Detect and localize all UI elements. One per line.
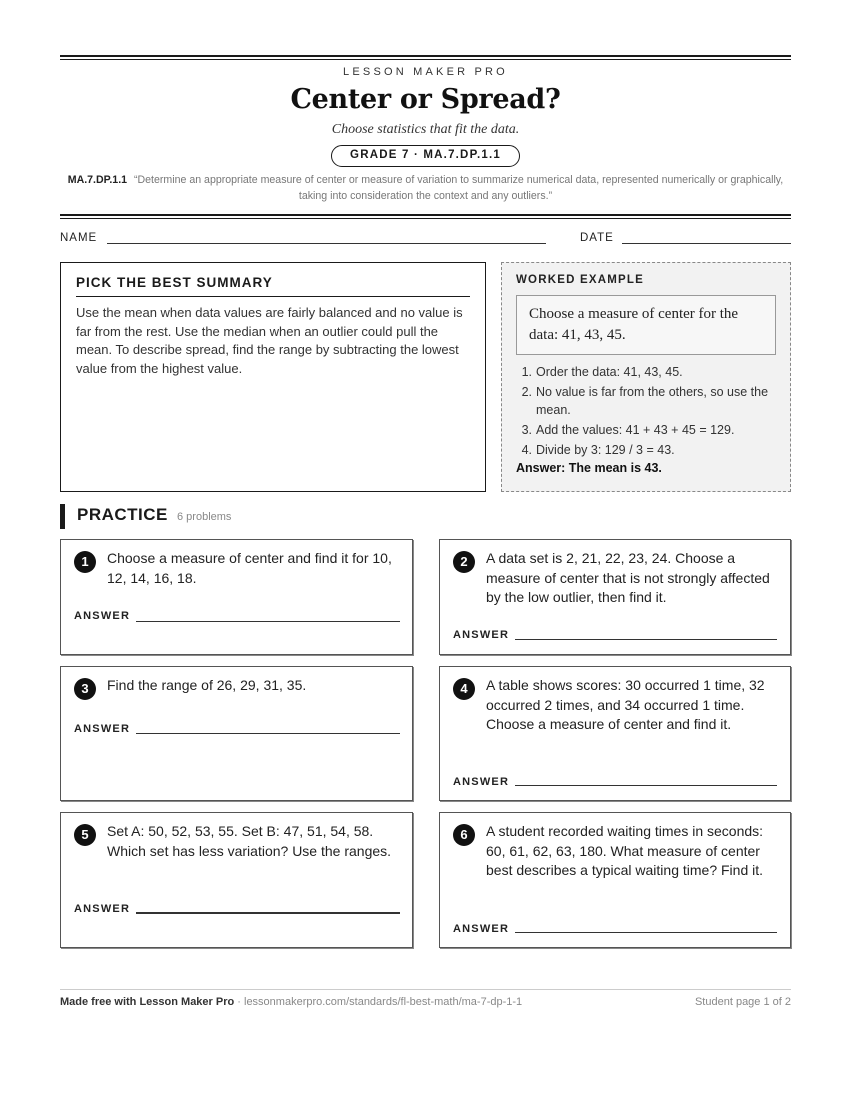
summary-title: PICK THE BEST SUMMARY [76,275,470,297]
answer-field[interactable] [136,733,400,734]
page-title: Center or Spread? [290,84,561,115]
name-field[interactable] [107,243,546,244]
problem-text: Set A: 50, 52, 53, 55. Set B: 47, 51, 54, 58. Which set has less variation? Use the ranges. [107,823,392,859]
worked-example-steps [516,363,776,459]
problem-number-badge: 5 [74,824,96,846]
problem-card-2 [439,539,791,655]
answer-field[interactable] [515,932,777,933]
worked-example-question: Choose a measure of center for the data: 41, 43, 45. [516,295,776,355]
footer-url[interactable]: · lessonmakerpro.com/standards/fl-best-math/ma-7-dp-1-1 [234,996,523,1008]
answer-label: ANSWER [74,903,131,915]
practice-accent-bar [60,504,65,529]
worked-example-title: WORKED EXAMPLE [516,274,644,286]
step-number: 4. [521,443,532,457]
summary-box [60,262,486,492]
answer-field[interactable] [136,621,400,622]
step-number: 3. [521,423,532,437]
worked-example-step [516,441,776,459]
footer-page-number: Student page 1 of 2 [694,996,791,1008]
problem-card-3 [60,666,413,801]
problem-card-5 [60,812,413,948]
step-number: 2. [521,385,532,399]
answer-label: ANSWER [74,723,131,735]
problem-number-badge: 4 [453,678,475,700]
answer-label: ANSWER [453,923,510,935]
answer-label: ANSWER [453,776,510,788]
summary-text: Use the mean when data values are fairly balanced and no value is far from the rest. Use the median when an outlier could pull the mean. To describe spread, find the range by subtracting the lowest value from the highest value. [76,305,463,376]
worked-example-answer: Answer: The mean is 43. [516,461,662,475]
standard-code: MA.7.DP.1.1 [67,174,128,186]
problem-number-badge: 6 [453,824,475,846]
date-label: DATE [580,232,614,244]
answer-label: ANSWER [74,610,131,622]
page-subtitle: Choose statistics that fit the data. [331,122,520,137]
problem-card-4 [439,666,791,801]
problem-text: Choose a measure of center and find it for 10, 12, 14, 16, 18. [107,550,392,586]
problem-text: A table shows scores: 30 occurred 1 time, 32 occurred 2 times, and 34 occurred 1 time. Choose a measure of center and find it. [486,677,765,732]
problem-text: Find the range of 26, 29, 31, 35. [107,677,307,693]
answer-field[interactable] [515,785,777,786]
practice-count: 6 problems [177,511,232,523]
brand-name: LESSON MAKER PRO [343,66,508,78]
date-field[interactable] [622,243,791,244]
worked-example-step [516,421,776,439]
problem-text: A data set is 2, 21, 22, 23, 24. Choose a measure of center that is not strongly affected by the low outlier, then find it. [486,550,770,605]
worksheet-page [60,0,791,1100]
standard-description [60,172,791,204]
footer-made-with: Made free with Lesson Maker Pro [60,996,235,1008]
worked-example-box [501,262,791,492]
answer-field[interactable] [515,639,777,640]
standard-text: “Determine an appropriate measure of center or measure of variation to summarize numerical data, represented numerically or graphically, taking into consideration the context and any outliers.” [133,174,784,202]
worked-example-step [516,363,776,381]
answer-field[interactable] [136,912,400,914]
problem-card-6 [439,812,791,948]
worked-example-step [516,383,776,419]
problem-card-1 [60,539,413,655]
step-text: Order the data: 41, 43, 45. [536,365,683,379]
answer-label: ANSWER [453,629,510,641]
practice-heading: PRACTICE [77,505,168,524]
problem-number-badge: 3 [74,678,96,700]
step-text: Add the values: 41 + 43 + 45 = 129. [536,423,735,437]
footer-credit [60,996,522,1008]
header-double-rule [60,214,791,219]
grade-badge: GRADE 7 · MA.7.DP.1.1 [331,145,520,167]
problem-text: A student recorded waiting times in seconds: 60, 61, 62, 63, 180. What measure of center best describes a typical waiting time? Find it. [486,823,764,878]
step-text: No value is far from the others, so use the mean. [536,385,769,417]
footer-divider [60,989,791,990]
step-text: Divide by 3: 129 / 3 = 43. [536,443,675,457]
problem-number-badge: 1 [74,551,96,573]
top-double-rule [60,55,791,60]
step-number: 1. [521,365,532,379]
problem-number-badge: 2 [453,551,475,573]
name-label: NAME [60,232,98,244]
